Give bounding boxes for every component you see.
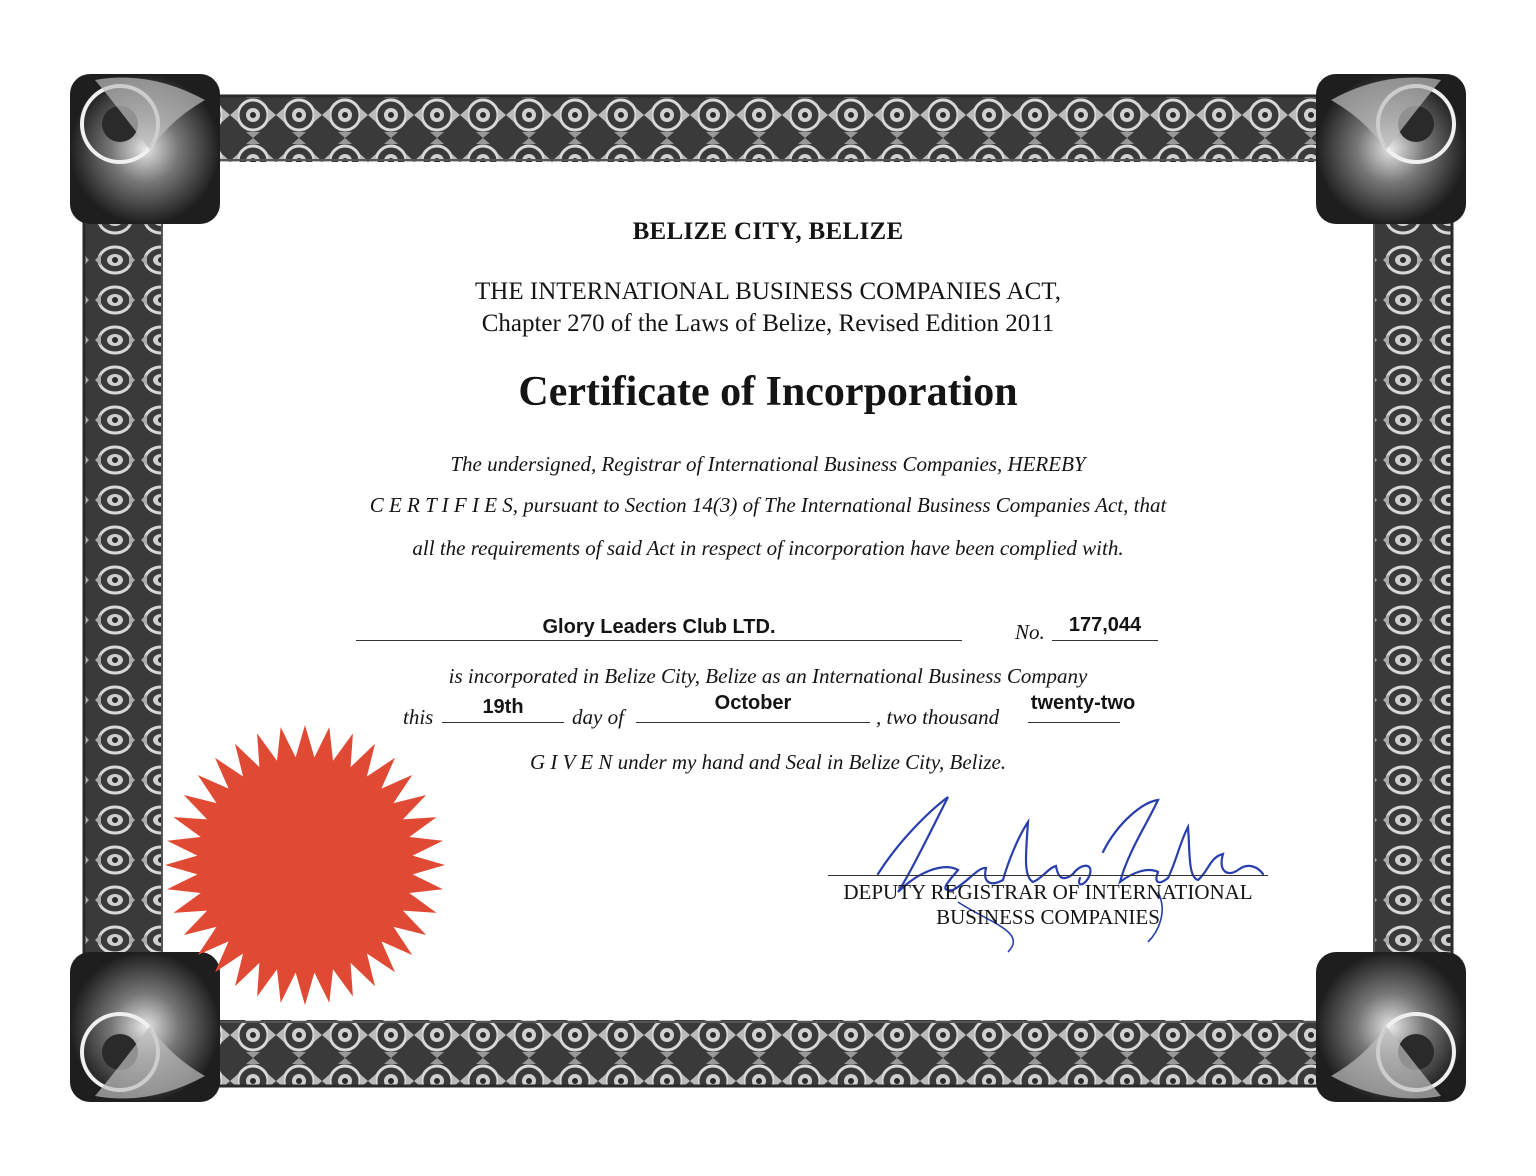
registrar-title-line-1: DEPUTY REGISTRAR OF INTERNATIONAL [843, 880, 1253, 904]
given-statement: G I V E N under my hand and Seal in Belize City, Belize. [529, 750, 1007, 774]
month-value: October [714, 692, 792, 714]
day-value: 19th [482, 696, 524, 718]
year-underline [1028, 722, 1120, 723]
year-value: twenty-two [1030, 692, 1136, 714]
company-number: 177,044 [1068, 614, 1142, 636]
day-underline [442, 722, 564, 723]
signature-line [828, 875, 1268, 876]
company-name-underline [356, 640, 962, 641]
certification-line-3: all the requirements of said Act in respect of incorporation have been complied with. [412, 536, 1124, 560]
corner-ornament-br [1316, 952, 1466, 1102]
number-label: No. [1015, 620, 1045, 644]
registrar-signature [858, 782, 1278, 962]
company-name: Glory Leaders Club LTD. [542, 616, 776, 638]
certification-line-1: The undersigned, Registrar of International Business Companies, HEREBY [450, 452, 1086, 476]
corner-ornament-tl [70, 74, 220, 224]
company-number-underline [1052, 640, 1158, 641]
month-underline [636, 722, 870, 723]
registrar-title-line-2: BUSINESS COMPANIES [936, 905, 1160, 929]
day-of-label: day of [572, 705, 624, 729]
incorporation-statement: is incorporated in Belize City, Belize as an International Business Company [448, 664, 1088, 688]
city-heading: BELIZE CITY, BELIZE [632, 218, 904, 245]
this-label: this [403, 705, 434, 729]
corner-ornament-tr [1316, 74, 1466, 224]
certificate-title: Certificate of Incorporation [518, 369, 1018, 415]
red-seal [160, 720, 450, 1010]
act-title: THE INTERNATIONAL BUSINESS COMPANIES ACT, [475, 278, 1061, 305]
year-label: , two thousand [876, 705, 1000, 729]
act-chapter: Chapter 270 of the Laws of Belize, Revised Edition 2011 [481, 310, 1055, 337]
certification-line-2: C E R T I F I E S, pursuant to Section 14(3) of The International Business Companies Act, that [369, 493, 1167, 517]
